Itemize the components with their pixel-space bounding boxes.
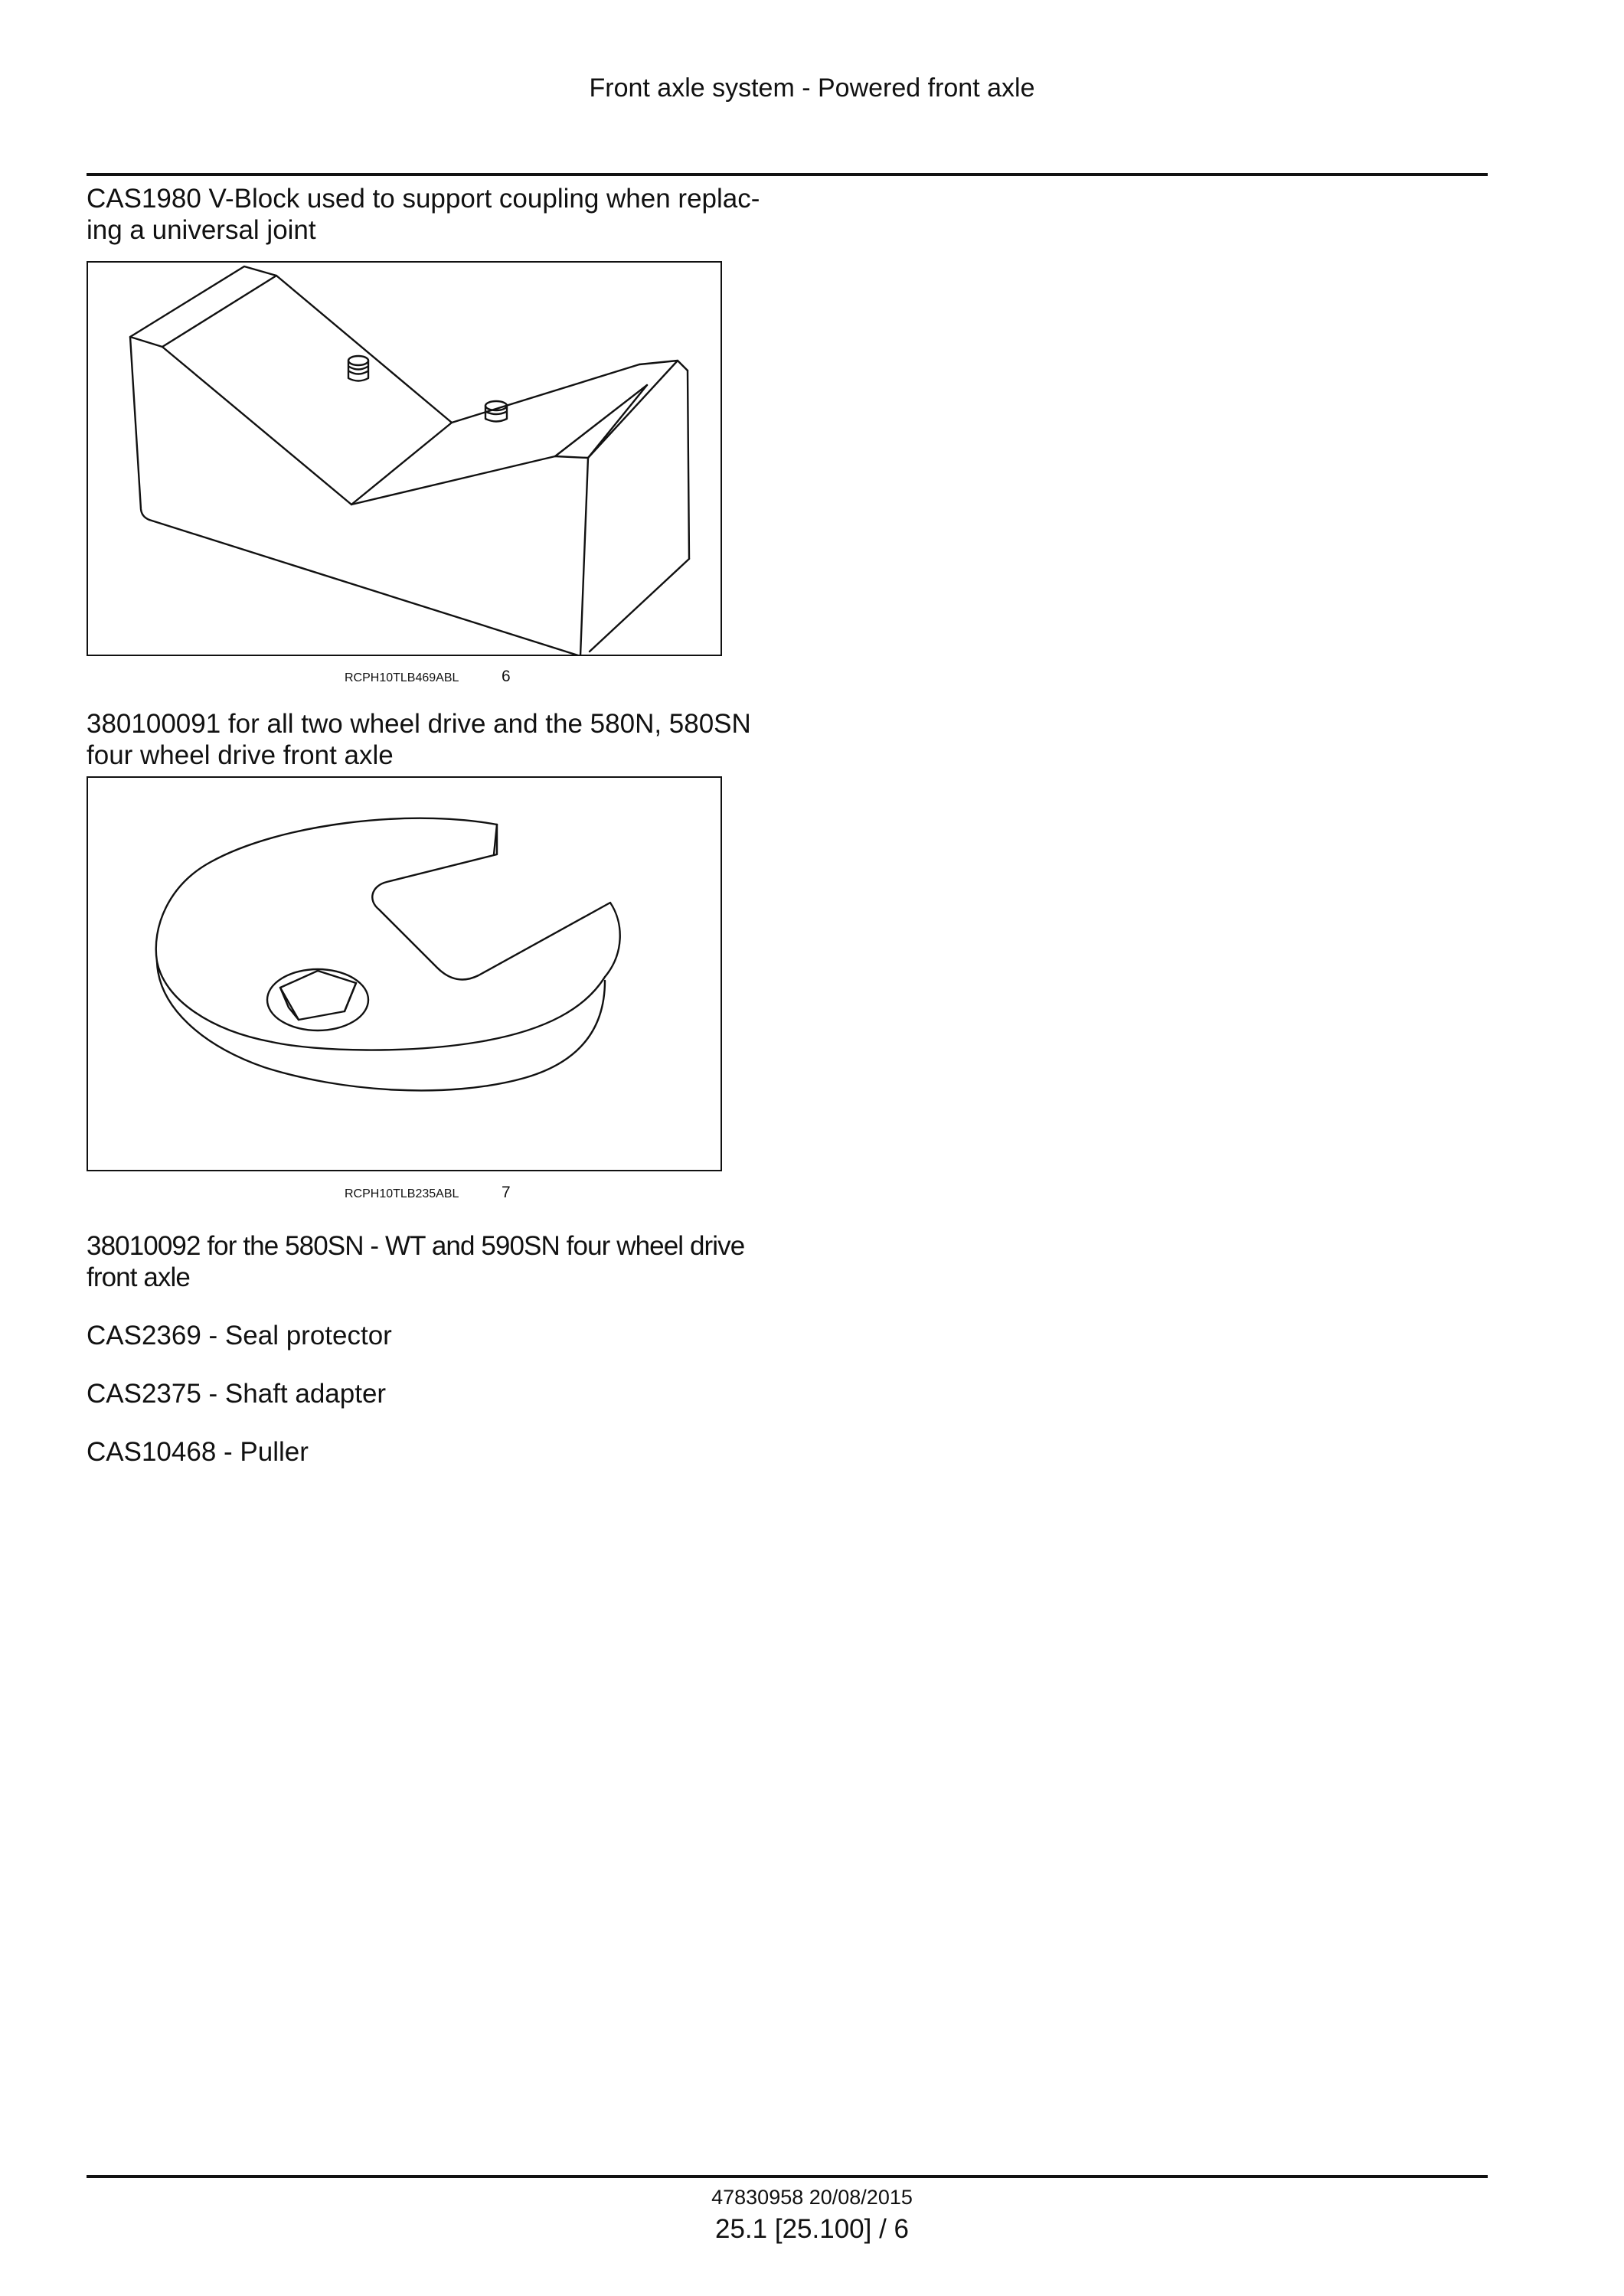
page-header-title: Front axle system - Powered front axle — [589, 73, 1035, 103]
header-rule — [87, 173, 1488, 176]
tool-item-cas10468: CAS10468 - Puller — [87, 1437, 309, 1467]
tool-description-38010092 — [87, 1230, 776, 1293]
description-line: CAS1980 V-Block used to support coupling when replac- — [87, 184, 760, 214]
tool-item-cas2369: CAS2369 - Seal protector — [87, 1321, 392, 1350]
footer-document-reference: 47830958 20/08/2015 — [711, 2186, 913, 2209]
figure-v-block — [87, 261, 722, 656]
figure-code: RCPH10TLB469ABL — [345, 671, 459, 684]
footer-rule — [87, 2175, 1488, 2178]
description-line: ing a universal joint — [87, 215, 316, 245]
tool-description-380100091 — [87, 708, 776, 771]
tool-item-cas2375: CAS2375 - Shaft adapter — [87, 1379, 387, 1409]
figure-number: 7 — [502, 1184, 511, 1201]
figure-caption-6 — [345, 668, 651, 686]
description-line: four wheel drive front axle — [87, 740, 394, 770]
figure-code: RCPH10TLB235ABL — [345, 1187, 459, 1200]
figure-number: 6 — [502, 668, 511, 685]
footer-page-number: 25.1 [25.100] / 6 — [715, 2214, 909, 2244]
description-line: 380100091 for all two wheel drive and the 580N, 580SN — [87, 709, 751, 739]
wrench-adapter-illustration-icon — [88, 778, 721, 1170]
figure-wrench-adapter — [87, 776, 722, 1171]
v-block-illustration-icon — [88, 263, 721, 655]
description-line: front axle — [87, 1262, 190, 1292]
tool-description-cas1980 — [87, 183, 776, 246]
description-line: 38010092 for the 580SN - WT and 590SN four wheel drive — [87, 1231, 745, 1261]
figure-caption-7 — [345, 1184, 651, 1202]
